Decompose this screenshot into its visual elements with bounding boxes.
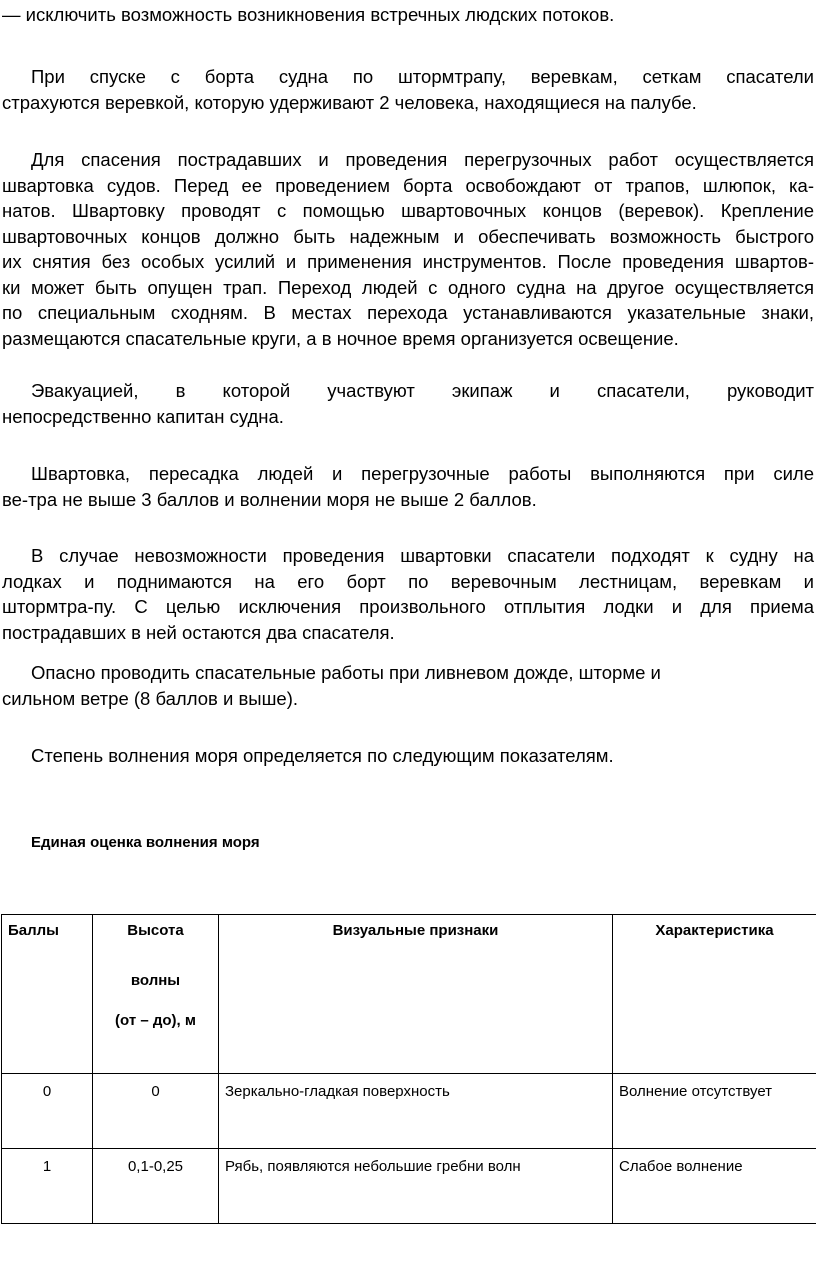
header-height-line: (от – до), м (115, 1012, 196, 1029)
text-line: Для спасения пострадавших и проведения перегрузочных работ осуществляется (31, 149, 814, 170)
text-line: ки может быть опущен трап. Переход людей с одного судна на другое осуществляется (2, 276, 814, 298)
paragraph-boat-approach (2, 543, 814, 645)
text-line: пострадавших в ней остаются два спасателя. (2, 621, 395, 643)
text-line: Швартовка, пересадка людей и перегрузочные работы выполняются при силе (31, 463, 814, 484)
cell-visual: Рябь, появляются небольшие гребни волн (219, 1149, 613, 1224)
text-line: по специальным сходням. В местах перехода устанавливаются указательные знаки, (2, 302, 814, 323)
cell-visual: Зеркально-гладкая поверхность (219, 1074, 613, 1149)
text-line: их снятия без особых усилий и применения инструментов. После проведения швартов- (2, 251, 814, 272)
text-line: Эвакуацией, в которой участвуют экипаж и спасатели, руководит (31, 380, 814, 401)
paragraph-weather-limits (2, 461, 814, 512)
header-height-line: Высота (127, 922, 184, 939)
text-line: Опасно проводить спасательные работы при ливневом дожде, шторме и (31, 662, 661, 683)
text-line: лодках и поднимаются на его борт по веревочным лестницам, веревкам и (2, 570, 814, 592)
cell-score: 0 (2, 1074, 93, 1149)
paragraph-mooring (2, 147, 814, 351)
header-height-line: волны (130, 972, 181, 989)
text-line: швартовка судов. Перед ее проведением борта освобождают от трапов, шлюпок, ка- (2, 174, 814, 196)
text-line: При спуске с борта судна по штормтрапу, веревкам, сеткам спасатели (31, 66, 814, 87)
cell-characteristic: Слабое волнение (613, 1149, 816, 1224)
text-line: размещаются спасательные круги, а в ночное время организуется освещение. (2, 327, 679, 349)
header-characteristic: Характеристика (613, 915, 816, 1074)
paragraph-danger (2, 660, 814, 711)
sea-state-table (1, 914, 816, 1224)
paragraph-descent-safety (2, 64, 814, 115)
text-line: ве-тра не выше 3 баллов и волнении моря не выше 2 баллов. (2, 488, 537, 510)
text-line: швартовочных концов должно быть надежным и обеспечивать возможность быстрого (2, 225, 814, 247)
paragraph-stream-separation: — исключить возможность возникновения встречных людских потоков. (2, 4, 615, 25)
paragraph-sea-state-intro: Степень волнения моря определяется по следующим показателям. (31, 745, 614, 766)
header-score: Баллы (2, 915, 93, 1074)
text-line: непосредственно капитан судна. (2, 405, 284, 427)
table-row (2, 1149, 816, 1224)
text-line: натов. Швартовку проводят с помощью швартовочных концов (веревок). Крепление (2, 200, 814, 221)
paragraph-evacuation (2, 378, 814, 429)
table-caption: Единая оценка волнения моря (31, 834, 260, 851)
cell-characteristic: Волнение отсутствует (613, 1074, 816, 1149)
text-line: В случае невозможности проведения швартовки спасатели подходят к судну на (31, 545, 814, 566)
cell-height: 0,1-0,25 (93, 1149, 219, 1224)
text-line: страхуются веревкой, которую удерживают 2 человека, находящиеся на палубе. (2, 91, 697, 113)
header-visual-signs: Визуальные признаки (219, 915, 613, 1074)
header-wave-height (93, 915, 219, 1074)
table-header-row (2, 915, 816, 1074)
text-line: сильном ветре (8 баллов и выше). (2, 687, 298, 709)
table-row (2, 1074, 816, 1149)
cell-score: 1 (2, 1149, 93, 1224)
text-line: штормтра-пу. С целью исключения произвольного отплытия лодки и для приема (2, 596, 814, 617)
cell-height: 0 (93, 1074, 219, 1149)
